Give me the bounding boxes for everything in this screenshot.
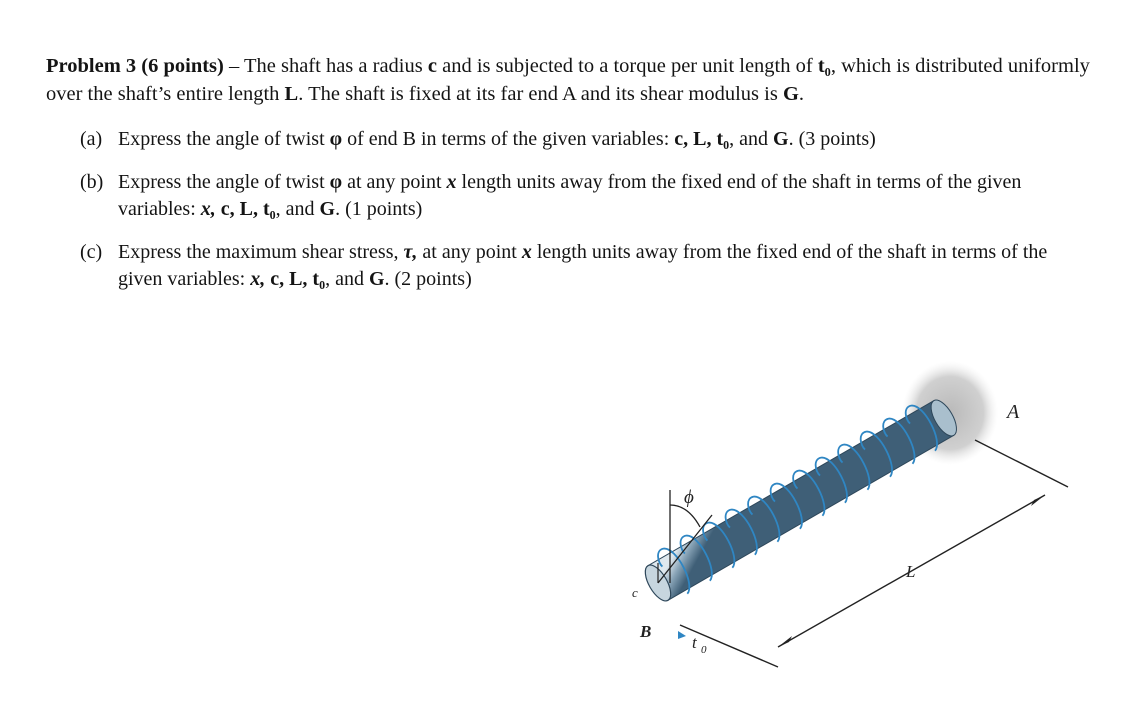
- part-points: . (2 points): [384, 268, 472, 290]
- intro-text: , which is distributed uniformly over the shaft’s entire length: [46, 55, 1090, 105]
- label-t0: [692, 633, 707, 656]
- var-t0: t₀: [817, 55, 831, 77]
- part-text: , and: [325, 268, 369, 290]
- var-G: G: [782, 83, 799, 105]
- part-text: , and: [729, 128, 774, 150]
- problem-intro: [46, 52, 1091, 108]
- part-text: Express the maximum shear stress,: [118, 241, 404, 263]
- var-x: x,: [200, 198, 216, 220]
- part-points: . (1 points): [335, 198, 423, 220]
- symbol-phi: φ: [329, 171, 343, 193]
- var-c: c: [427, 55, 437, 77]
- torque-arrowhead: [678, 631, 686, 639]
- intro-text: .: [798, 83, 805, 105]
- problem-heading: Problem 3 (6 points): [46, 55, 224, 77]
- symbol-phi: φ: [329, 128, 343, 150]
- part-label: (a): [80, 128, 103, 150]
- part-text: length units away from the fixed end of the shaft in terms of the given variables:: [118, 171, 1022, 220]
- var-G: G: [368, 268, 385, 290]
- var-x: x: [446, 171, 457, 193]
- svg-text:0: 0: [701, 644, 707, 656]
- shaft-diagram: [600, 355, 1100, 700]
- var-G: G: [319, 198, 336, 220]
- part-vars: c, L, t₀: [674, 128, 730, 150]
- label-L: L: [906, 562, 916, 581]
- part-vars: c, L, t₀: [215, 198, 276, 220]
- part-b: [80, 169, 1091, 223]
- label-phi: ϕ: [684, 487, 694, 508]
- part-text: of end B in terms of the given variables:: [342, 128, 675, 150]
- part-text: Express the angle of twist: [118, 171, 330, 193]
- intro-text: . The shaft is fixed at its far end A and its shear modulus is: [298, 83, 783, 105]
- part-points: . (3 points): [788, 128, 876, 150]
- part-c: [80, 239, 1091, 293]
- part-text: Express the angle of twist: [118, 128, 330, 150]
- var-G: G: [773, 128, 789, 150]
- label-c: c: [632, 585, 638, 600]
- question-parts: [46, 126, 1091, 293]
- part-a: [80, 126, 1091, 153]
- var-L: L: [284, 83, 299, 105]
- part-text: , and: [275, 198, 320, 220]
- var-x: x: [521, 241, 532, 263]
- intro-text: – The shaft has a radius: [223, 55, 428, 77]
- shaft-figure: [600, 355, 1100, 700]
- symbol-tau: τ,: [403, 241, 418, 263]
- part-vars: c, L, t₀: [265, 268, 326, 290]
- part-text: length units away from the fixed end of the shaft in terms of the given variables:: [118, 241, 1048, 290]
- part-label: (b): [80, 171, 104, 193]
- part-text: at any point: [342, 171, 447, 193]
- part-text: at any point: [417, 241, 522, 263]
- label-A: A: [1007, 401, 1020, 423]
- svg-text:t: t: [692, 633, 697, 652]
- part-label: (c): [80, 241, 103, 263]
- problem-statement: [46, 52, 1091, 309]
- intro-text: and is subjected to a torque per unit length of: [436, 55, 818, 77]
- var-x: x,: [250, 268, 266, 290]
- label-B: B: [640, 622, 652, 641]
